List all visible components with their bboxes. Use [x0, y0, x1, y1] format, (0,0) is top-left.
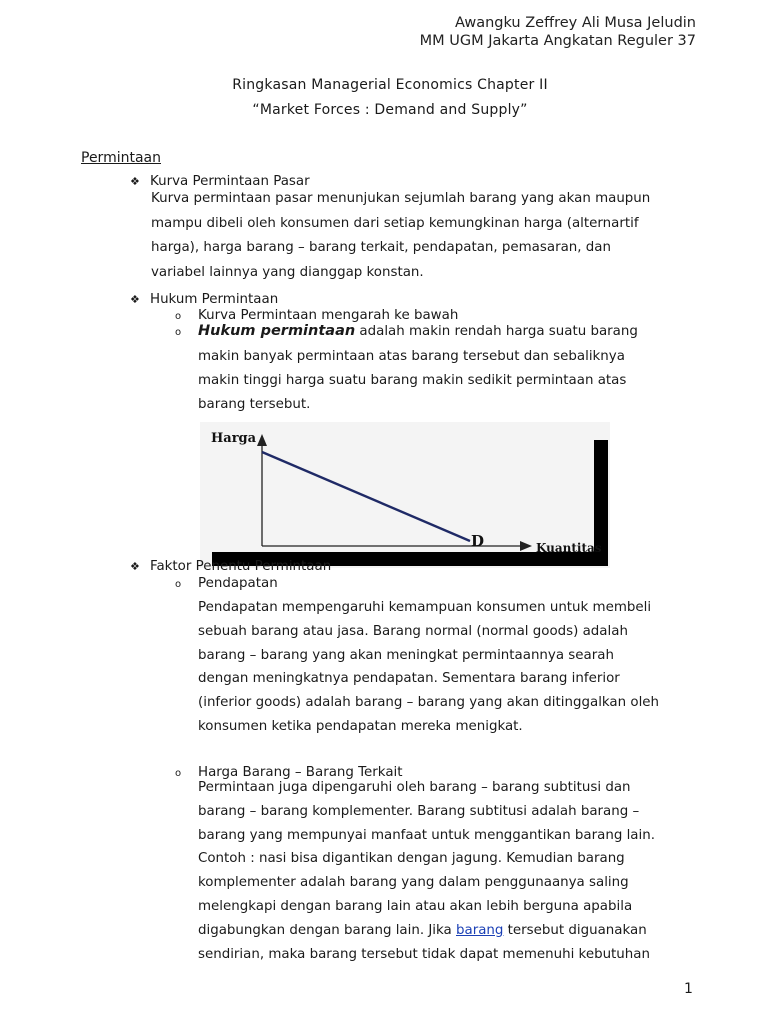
header-author: Awangku Zeffrey Ali Musa Jeludin — [455, 15, 696, 31]
paragraph-line: Permintaan juga dipengaruhi oleh barang – barang subtitusi dan — [198, 780, 631, 795]
paragraph-kurva — [151, 187, 696, 285]
bullet-label: Hukum Permintaan — [150, 292, 279, 307]
bullet-label: Kurva Permintaan Pasar — [150, 174, 310, 189]
paragraph-line: barang yang mempunyai manfaat untuk menggantikan barang lain. — [198, 827, 655, 843]
paragraph-line: (inferior goods) adalah barang – barang yang akan ditinggalkan oleh — [198, 695, 660, 711]
paragraph-line: makin banyak permintaan atas barang tersebut dan sebaliknya — [198, 349, 625, 364]
circle-bullet-icon: o — [175, 311, 182, 322]
paragraph-line-with-link — [198, 919, 698, 943]
paragraph-line: Contoh : nasi bisa digantikan dengan jagung. Kemudian barang — [198, 851, 625, 867]
sub-bullet-label: Kurva Permintaan mengarah ke bawah — [198, 308, 459, 323]
diamond-bullet-icon: ❖ — [130, 560, 140, 573]
section-heading: Permintaan — [81, 150, 161, 166]
paragraph-line: melengkapi dengan barang lain atau akan lebih berguna apabila — [198, 898, 633, 914]
bullet-hukum-permintaan — [130, 292, 278, 307]
diamond-bullet-icon: ❖ — [130, 175, 140, 188]
document-title: Ringkasan Managerial Economics Chapter II — [232, 77, 548, 93]
y-axis-label: Harga — [211, 431, 257, 446]
paragraph-line: barang – barang yang akan meningkat permintaannya searah — [198, 647, 614, 663]
paragraph-line: variabel lainnya yang dianggap konstan. — [151, 264, 424, 280]
paragraph-line: Pendapatan mempengaruhi kemampuan konsumen untuk membeli — [198, 600, 652, 615]
sub-bullet-text: adalah makin rendah harga suatu barang — [355, 324, 638, 339]
paragraph-line: sendirian, maka barang tersebut tidak dapat memenuhi kebutuhan — [198, 946, 650, 962]
paragraph-line: komplementer adalah barang yang dalam penggunaanya saling — [198, 875, 629, 891]
sub-bullet-label: Harga Barang – Barang Terkait — [198, 765, 403, 780]
sub-bullet-hukum — [175, 323, 638, 339]
sub-bullet-kurva-bawah — [175, 308, 458, 323]
barang-link[interactable]: barang — [456, 922, 504, 938]
paragraph-line: barang tersebut. — [198, 396, 311, 412]
paragraph-line: harga), harga barang – barang terkait, pendapatan, pemasaran, dan — [151, 240, 611, 255]
paragraph-line: mampu dibeli oleh konsumen dari setiap kemungkinan harga (alternartif — [151, 215, 639, 231]
paragraph-line: sebuah barang atau jasa. Barang normal (normal goods) adalah — [198, 623, 628, 639]
paragraph-harga-terkait — [198, 776, 698, 966]
bullet-faktor-penentu — [130, 559, 331, 574]
document-subtitle: “Market Forces : Demand and Supply” — [252, 102, 528, 118]
diamond-bullet-icon: ❖ — [130, 293, 140, 306]
paragraph-line: Kurva permintaan pasar menunjukan sejumlah barang yang akan maupun — [151, 191, 651, 206]
bullet-label: Faktor Penentu Permintaan — [150, 559, 332, 574]
paragraph-hukum — [198, 345, 698, 416]
circle-bullet-icon: o — [175, 768, 182, 779]
paragraph-line: dengan meningkatnya pendapatan. Sementara barang inferior — [198, 671, 620, 687]
paragraph-line: makin tinggi harga suatu barang makin sedikit permintaan atas — [198, 372, 627, 388]
paragraph-text: digabungkan dengan barang lain. Jika — [198, 922, 456, 938]
paragraph-line: konsumen ketika pendapatan mereka menigkat. — [198, 718, 523, 734]
paragraph-text: tersebut diguanakan — [503, 922, 647, 938]
demand-chart — [200, 422, 610, 568]
circle-bullet-icon: o — [175, 579, 182, 590]
paragraph-pendapatan — [198, 596, 698, 739]
sub-bullet-label: Pendapatan — [198, 576, 278, 591]
sub-bullet-pendapatan — [175, 576, 278, 591]
paragraph-line: barang – barang komplementer. Barang subtitusi adalah barang – — [198, 803, 640, 819]
emphasis-term: Hukum permintaan — [198, 323, 356, 339]
circle-bullet-icon: o — [175, 327, 182, 338]
header-program: MM UGM Jakarta Angkatan Reguler 37 — [419, 33, 696, 49]
curve-label: D — [471, 532, 485, 550]
x-axis-label: Kuantitas — [536, 541, 602, 555]
page-number: 1 — [684, 981, 693, 997]
